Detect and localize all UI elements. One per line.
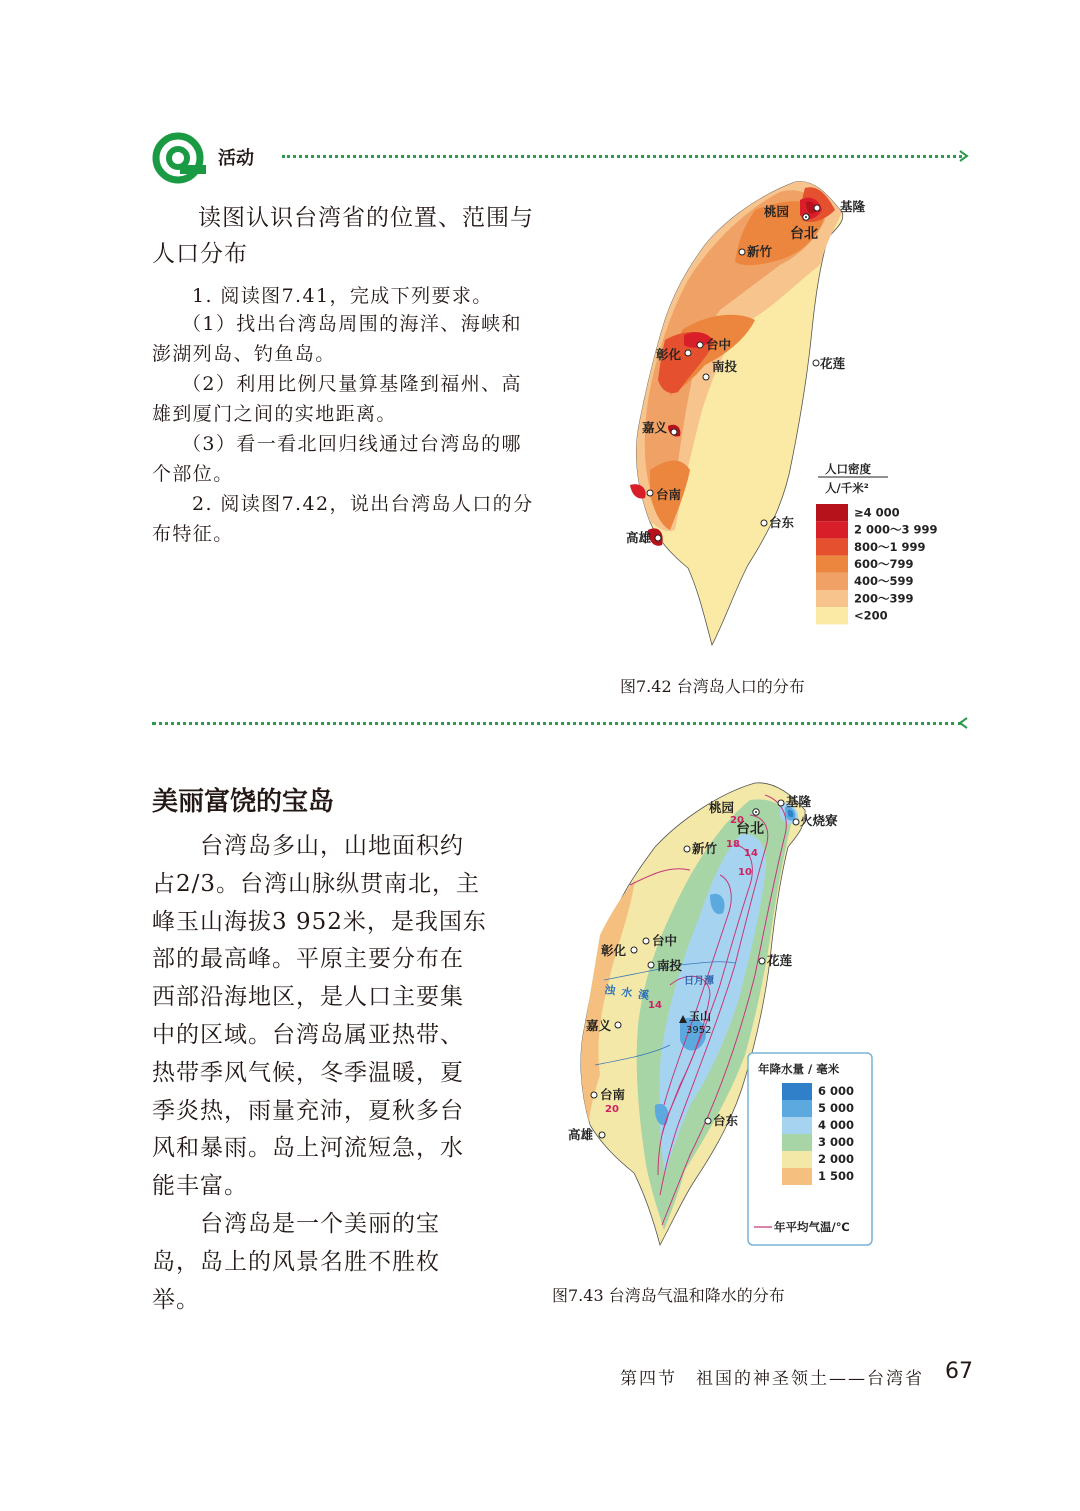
city-label: 台南	[656, 487, 682, 502]
lake-label: 日月潭	[684, 976, 714, 987]
population-legend-swatch	[816, 607, 848, 624]
page-number: 67	[945, 1359, 973, 1384]
population-legend-label: 800～1 999	[854, 539, 926, 554]
city-label: 台北	[790, 226, 818, 242]
rainfall-legend-label: 3 000	[818, 1135, 855, 1150]
city-label: 南投	[712, 359, 738, 374]
city-label: 嘉义	[586, 1018, 612, 1033]
activity-icon	[152, 132, 208, 184]
city-label: 桃园	[709, 800, 735, 815]
city-label: 花莲	[820, 356, 846, 371]
city-label: 桃园	[764, 204, 790, 219]
rainfall-legend-swatch	[782, 1117, 812, 1134]
legend-title: 人口密度	[825, 462, 871, 476]
population-legend-swatch	[816, 538, 848, 555]
figure-caption: 图7.42 台湾岛人口的分布	[620, 677, 805, 696]
city-label: 火烧寮	[800, 813, 838, 828]
isotherm-label: 20	[730, 815, 744, 826]
rainfall-legend-swatch	[782, 1134, 812, 1151]
isotherm-label: 14	[648, 1000, 662, 1011]
rainfall-legend-swatch	[782, 1151, 812, 1168]
rainfall-legend-swatch	[782, 1100, 812, 1117]
city-label: 高雄	[568, 1127, 594, 1142]
population-legend-label: ≥4 000	[854, 505, 900, 520]
population-legend-swatch	[816, 521, 848, 538]
activity-title: 活动	[218, 148, 254, 169]
activity-item: 1. 阅读图7.41，完成下列要求。	[192, 285, 493, 307]
peak-label: 玉山	[689, 1010, 711, 1023]
city-label: 嘉义	[642, 420, 668, 435]
activity-item: 2. 阅读图7.42，说出台湾岛人口的分布特征。	[152, 493, 534, 545]
body-paragraph: 台湾岛是一个美丽的宝岛，岛上的风景名胜不胜枚举。	[152, 1211, 440, 1313]
rainfall-legend-swatch	[782, 1168, 812, 1185]
divider	[282, 155, 962, 158]
isotherm-legend-label: 年平均气温/℃	[774, 1220, 850, 1234]
city-label: 彰化	[656, 347, 682, 362]
rainfall-legend-label: 5 000	[818, 1101, 855, 1116]
population-legend-swatch	[816, 556, 848, 573]
city-label: 新竹	[747, 244, 773, 259]
activity-item: （2）利用比例尺量算基隆到福州、高雄到厦门之间的实地距离。	[152, 373, 522, 425]
city-label: 基隆	[786, 794, 812, 809]
figure-caption: 图7.43 台湾岛气温和降水的分布	[552, 1286, 785, 1305]
rainfall-legend-label: 6 000	[818, 1084, 855, 1099]
population-legend-label: 200～399	[854, 591, 914, 606]
population-legend-label: <200	[854, 608, 888, 623]
peak-elevation: 3952	[686, 1025, 712, 1036]
population-legend-swatch	[816, 573, 848, 590]
city-label: 花莲	[767, 953, 793, 968]
city-label: 高雄	[626, 530, 652, 545]
rainfall-legend-label: 2 000	[818, 1152, 855, 1167]
city-label: 台南	[600, 1087, 626, 1102]
activity-item: （3）看一看北回归线通过台湾岛的哪个部位。	[152, 433, 522, 485]
city-label: 台北	[736, 821, 764, 837]
city-label: 台中	[706, 337, 732, 352]
rainfall-legend-label: 1 500	[818, 1169, 855, 1184]
city-label: 基隆	[840, 199, 866, 214]
legend-title: 年降水量 / 毫米	[758, 1062, 840, 1076]
population-legend-label: 400～599	[854, 574, 914, 589]
city-label: 台东	[713, 1113, 739, 1128]
activity-intro: 读图认识台湾省的位置、范围与人口分布	[152, 205, 534, 267]
footer-section: 第四节 祖国的神圣领土——台湾省	[620, 1369, 924, 1389]
population-legend-swatch	[816, 504, 848, 521]
section-title: 美丽富饶的宝岛	[152, 787, 335, 817]
arrow-right-icon	[958, 149, 970, 163]
legend-unit: 人/千米²	[825, 481, 869, 495]
isotherm-label: 10	[738, 867, 752, 878]
rainfall-legend-swatch	[782, 1083, 812, 1100]
population-legend	[816, 504, 938, 624]
activity-item: （1）找出台湾岛周围的海洋、海峡和澎湖列岛、钓鱼岛。	[152, 313, 522, 365]
city-label: 台东	[769, 515, 795, 530]
city-label: 台中	[652, 933, 678, 948]
climate-map	[560, 775, 880, 1255]
population-map	[620, 170, 950, 660]
isotherm-label: 14	[744, 848, 758, 859]
arrow-left-icon	[958, 716, 970, 730]
isotherm-label: 20	[605, 1104, 619, 1115]
body-paragraph: 台湾岛多山，山地面积约占2/3。台湾山脉纵贯南北，主峰玉山海拔3 952米，是我国东部的最高峰。平原主要分布在西部沿海地区，是人口主要集中的区域。台湾岛属亚热带、热带季风气候，冬季温暖，夏季炎热，雨量充沛，夏秋多台风和暴雨。岛上河流短急，水能丰富。	[152, 833, 487, 1200]
city-label: 南投	[657, 958, 683, 973]
rainfall-legend-label: 4 000	[818, 1118, 855, 1133]
isotherm-label: 18	[726, 839, 740, 850]
population-legend-label: 2 000～3 999	[854, 522, 938, 537]
population-legend-swatch	[816, 590, 848, 607]
city-label: 新竹	[692, 841, 718, 856]
city-label: 彰化	[601, 943, 627, 958]
river-label: 浊水溪	[603, 983, 656, 1004]
divider	[152, 722, 962, 725]
population-legend-label: 600～799	[854, 556, 914, 571]
